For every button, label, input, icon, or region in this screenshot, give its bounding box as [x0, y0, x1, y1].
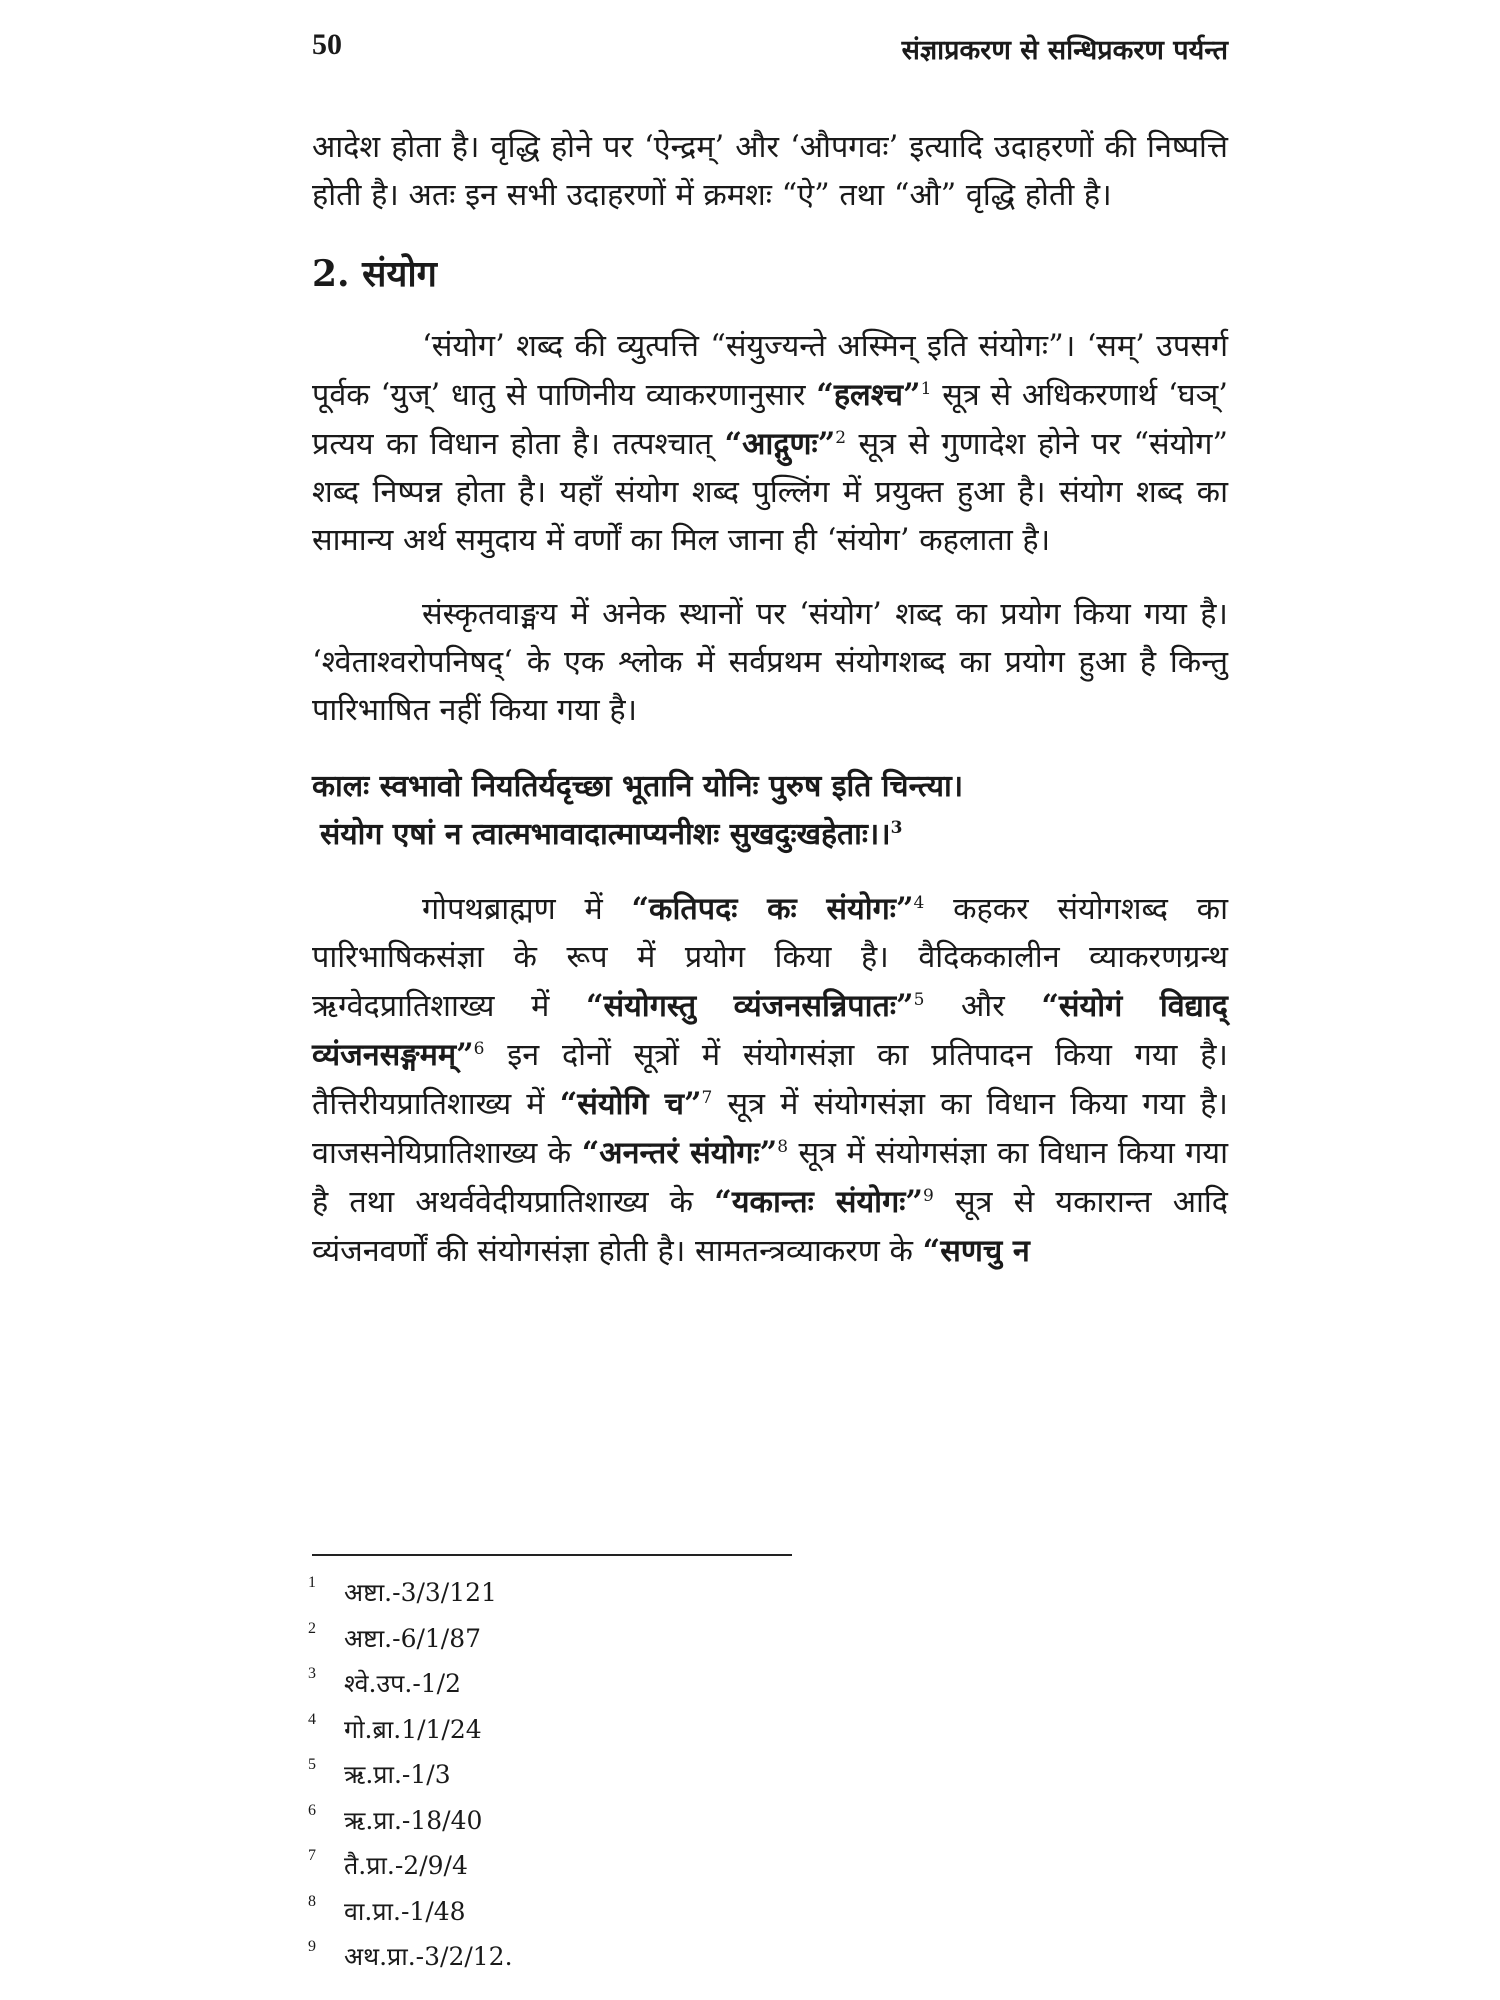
footnote-item: [308, 1891, 908, 1937]
footnotes: [308, 1572, 908, 1982]
sutra-quote: “कतिपदः कः संयोगः”: [631, 891, 914, 927]
main-text: [312, 124, 1228, 1276]
footnote-text: ऋ.प्रा.-18/40: [344, 1805, 483, 1835]
footnote-number: 6: [308, 1801, 316, 1819]
footnote-number: 8: [308, 1892, 316, 1910]
text-run: ‘संयोग’ शब्द की व्युत्पत्ति “संयुज्यन्ते अस्मिन् इति संयोगः”। ‘सम्’ उपसर्ग पूर्वक ‘युज्’ धातु से पाणिनीय व्याकरणानुसार: [312, 329, 1228, 413]
text-run: गोपथब्राह्मण में: [422, 892, 632, 927]
text-run: सूत्र में संयोगसंज्ञा का विधान किया गया है तथा अथर्ववेदीयप्रातिशाख्य के: [312, 1136, 1228, 1220]
sutra-quote: “आद्गुणः”: [724, 426, 836, 462]
footnote-number: 4: [308, 1710, 316, 1728]
sutra-quote: “सणचु न: [922, 1233, 1030, 1269]
footnote-ref: 6: [473, 1038, 485, 1059]
footnote-text: वा.प्रा.-1/48: [344, 1896, 466, 1926]
sutra-quote: “यकान्तः संयोगः”: [714, 1184, 923, 1220]
footnote-item: [308, 1618, 908, 1664]
footnote-ref: 5: [913, 989, 925, 1010]
verse-line-2: [312, 811, 1228, 859]
footnote-ref: 7: [701, 1087, 713, 1108]
text-run: सूत्र से गुणादेश होने पर “संयोग” शब्द निष्पन्न होता है। यहाँ संयोग शब्द पुल्लिंग में प्रयुक्त हुआ है। संयोग शब्द का सामान्य अर्थ समुदाय में वर्णों का मिल जाना ही ‘संयोग’ कहलाता है।: [312, 427, 1229, 558]
text-run: सूत्र से अधिकरणार्थ ‘घञ्’ प्रत्यय का विधान होता है। तत्पश्चात्: [312, 378, 1228, 462]
footnote-divider: [312, 1554, 792, 1556]
footnote-text: गो.ब्रा.1/1/24: [344, 1714, 482, 1744]
footnote-ref: 9: [922, 1185, 934, 1206]
footnote-item: [308, 1845, 908, 1891]
footnote-ref: 3: [890, 818, 903, 838]
footnote-number: 2: [308, 1619, 316, 1637]
text-run: इन दोनों सूत्रों में संयोगसंज्ञा का प्रतिपादन किया गया है। तैत्तिरीयप्रातिशाख्य में: [312, 1038, 1228, 1122]
verse-line-2-text: संयोग एषां न त्वात्मभावादात्माप्यनीशः सुखदुःखहेताः।।: [320, 817, 891, 852]
footnote-number: 1: [308, 1574, 316, 1591]
sutra-quote: “संयोगं विद्याद् व्यंजनसङ्गमम्”: [312, 988, 1228, 1073]
sutra-quote: “अनन्तरं संयोगः”: [581, 1135, 778, 1171]
footnote-number: 3: [308, 1665, 316, 1682]
page-header: [312, 28, 1228, 76]
shloka-verse: [312, 763, 1228, 859]
footnote-text: अथ.प्रा.-3/2/12.: [344, 1942, 513, 1971]
sutra-quote: “संयोगि च”: [559, 1086, 702, 1122]
text-run: कहकर संयोगशब्द का पारिभाषिकसंज्ञा के रूप में प्रयोग किया है। वैदिककालीन व्याकरणग्रन्थ ऋग्वेदप्रातिशाख्य में: [312, 892, 1229, 1024]
paragraph-intro: आदेश होता है। वृद्धि होने पर ‘ऐन्द्रम्’ और ‘औपगवः’ इत्यादि उदाहरणों की निष्पत्ति होती है। अतः इन सभी उदाहरणों में क्रमशः “ऐ” तथा “औ” वृद्धि होती है।: [312, 130, 1228, 213]
page-number: 50: [312, 28, 342, 61]
footnote-text: अष्टा.-3/3/121: [344, 1578, 497, 1607]
sutra-quote: “संयोगस्तु व्यंजनसन्निपातः”: [585, 988, 914, 1024]
sutra-quote: “हलश्च”: [816, 377, 921, 413]
footnote-item: [308, 1800, 908, 1846]
footnote-number: 5: [308, 1756, 316, 1773]
footnote-number: 9: [308, 1938, 316, 1955]
footnote-text: तै.प्रा.-2/9/4: [344, 1851, 468, 1880]
footnote-item: [308, 1572, 908, 1618]
footnote-text: अष्टा.-6/1/87: [344, 1623, 482, 1653]
section-heading: 2. संयोग: [312, 253, 437, 295]
paragraph-usage: संस्कृतवाङ्मय में अनेक स्थानों पर ‘संयोग’ शब्द का प्रयोग किया गया है। ‘श्वेताश्वरोपनिषद्‘ के एक श्लोक में सर्वप्रथम संयोगशब्द का प्रयोग हुआ है किन्तु पारिभाषित नहीं किया गया है।: [312, 597, 1228, 728]
footnote-ref: 1: [920, 378, 932, 399]
footnote-item: [308, 1663, 908, 1709]
footnote-number: 7: [308, 1847, 316, 1864]
footnote-item: [308, 1709, 908, 1755]
paragraph-etymology: [312, 323, 1228, 565]
footnote-text: श्वे.उप.-1/2: [344, 1669, 462, 1698]
footnote-text: ऋ.प्रा.-1/3: [344, 1760, 451, 1789]
verse-line-1: कालः स्वभावो नियतिर्यदृच्छा भूतानि योनिः पुरुष इति चिन्त्या।: [312, 769, 964, 804]
footnote-item: [308, 1936, 908, 1982]
footnote-ref: 2: [835, 427, 847, 448]
running-title: संज्ञाप्रकरण से सन्धिप्रकरण पर्यन्त: [901, 35, 1228, 66]
text-run: सूत्र से यकारान्त आदि व्यंजनवर्णों की संयोगसंज्ञा होती है। सामतन्त्रव्याकरण के: [312, 1185, 1228, 1269]
text-run: और: [924, 989, 1042, 1024]
footnote-ref: 4: [913, 892, 925, 913]
footnote-item: [308, 1754, 908, 1800]
text-run: सूत्र में संयोगसंज्ञा का विधान किया गया है। वाजसनेयिप्रातिशाख्य के: [312, 1087, 1228, 1171]
paragraph-pratishakhya: [312, 885, 1228, 1276]
footnote-ref: 8: [777, 1136, 789, 1157]
